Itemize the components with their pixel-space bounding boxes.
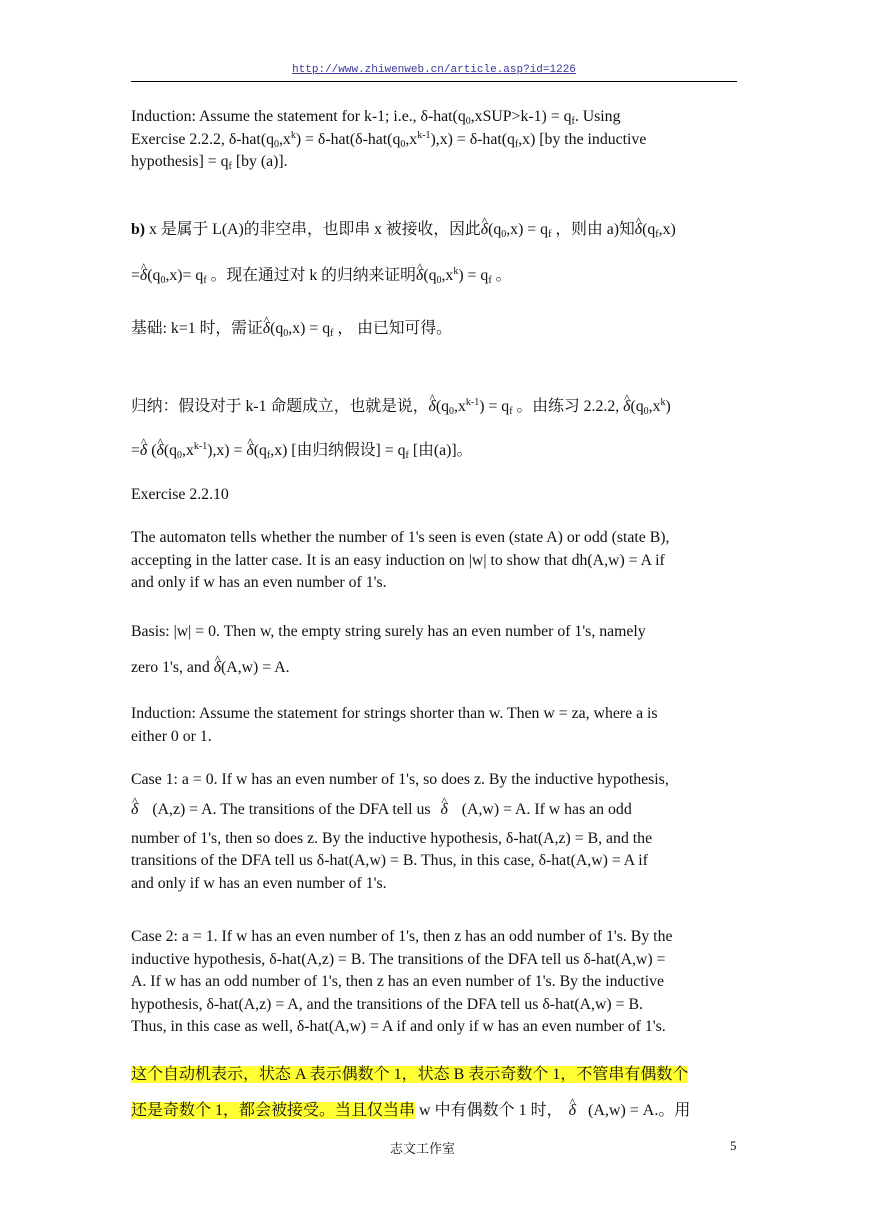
- case-2-paragraph: Case 2: a = 1. If w has an even number of 1's, then z has an odd number of 1's. By the inductive hypothesis, δ-hat(A,z) = B. The transitions of the DFA tell us δ-hat(A,w) = A. If w has an odd number of 1's, then z has an even number of 1's. By the inductive hypothesis, δ-hat(A,z) = A, and the transitions of the DFA tell us δ-hat(A,w) = B. Thus, in this case as well, δ-hat(A,w) = A if and only if w has an even number of 1's.: [131, 928, 673, 1035]
- induction-cn-paragraph: 归纳：假设对于 k-1 命题成立，也就是说，^ $\delta(q_0,x^{k-1}) = q_f$ 。由练习 2.2.2, ^ $\delta(q_0,x^k)$ =^ δ (^ $\delta(q_0,x^{k-1}),x$) = ^ $\delta(q_f,x)$ [由归纳假设] = $q_f$ [由(a)]。: [131, 385, 741, 473]
- basis-paragraph: Basis: |w| = 0. Then w, the empty string surely has an even number of 1's, namely zero 1's, and ^ δ(A,w) = A.: [131, 614, 741, 686]
- footer-studio: 志文工作室: [390, 1141, 456, 1156]
- induction-paragraph-2: Induction: Assume the statement for strings shorter than w. Then w = za, where a is either 0 or 1.: [131, 705, 658, 745]
- header-rule: [131, 81, 737, 82]
- basis-cn-paragraph: 基础: k=1 时，需证^ $\delta(q_0,x) = q_f$ ， 由已知可得。: [131, 318, 741, 341]
- cn-summary-paragraph: 这个自动机表示，状态 A 表示偶数个 1，状态 B 表示奇数个 1，不管串有偶数个 还是奇数个 1，都会被接受。当且仅当串 w 中有偶数个 1 时，^ δ (A,w) = A.。用: [131, 1057, 741, 1129]
- exercise-title: Exercise 2.2.10: [131, 486, 229, 503]
- page-header-url[interactable]: http://www.zhiwenweb.cn/article.asp?id=1226: [292, 64, 576, 76]
- part-b-paragraph: b) x 是属于 L(A)的非空串，也即串 x 被接收，因此^ $\delta(q_0,x) = q_f$ ，则由 a)知^ $\delta(q_f,x)$ =^ $\delta(q_0,x)= q_f$ 。现在通过对 k 的归纳来证明^ $\delta(q_0,x^k) = q_f$ 。: [131, 207, 741, 299]
- induction-paragraph-1: Induction: Assume the statement for k-1; i.e., $\delta-hat(q_0,xSUP>k-1) = q_f$. Using Exercise 2.2.2, $\delta-hat(q_0,x^k) = \delta-hat(\delta-hat(q_0,x^{k-1}),x) = \delta-hat(q_f,x)$ [by the inductive hypothesis] = $q_f$ [by (a)].: [131, 108, 647, 172]
- case-1-paragraph: Case 1: a = 0. If w has an even number of 1's, so does z. By the inductive hypothesis, ^ δ (A,z) = A. The transitions of the DFA tell us ^ δ (A,w) = A. If w has an odd number of 1's, then so does z. By the inductive hypothesis, δ-hat(A,z) = B, and the transitions of the DFA tell us δ-hat(A,w) = B. Thus, in this case, δ-hat(A,w) = A if and only if w has an even number of 1's.: [131, 769, 741, 895]
- page-number: 5: [730, 1138, 737, 1153]
- automaton-paragraph: The automaton tells whether the number of 1's seen is even (state A) or odd (state B), accepting in the latter case. It is an easy induction on |w| to show that dh(A,w) = A if and only if w has an even number of 1's.: [131, 529, 670, 591]
